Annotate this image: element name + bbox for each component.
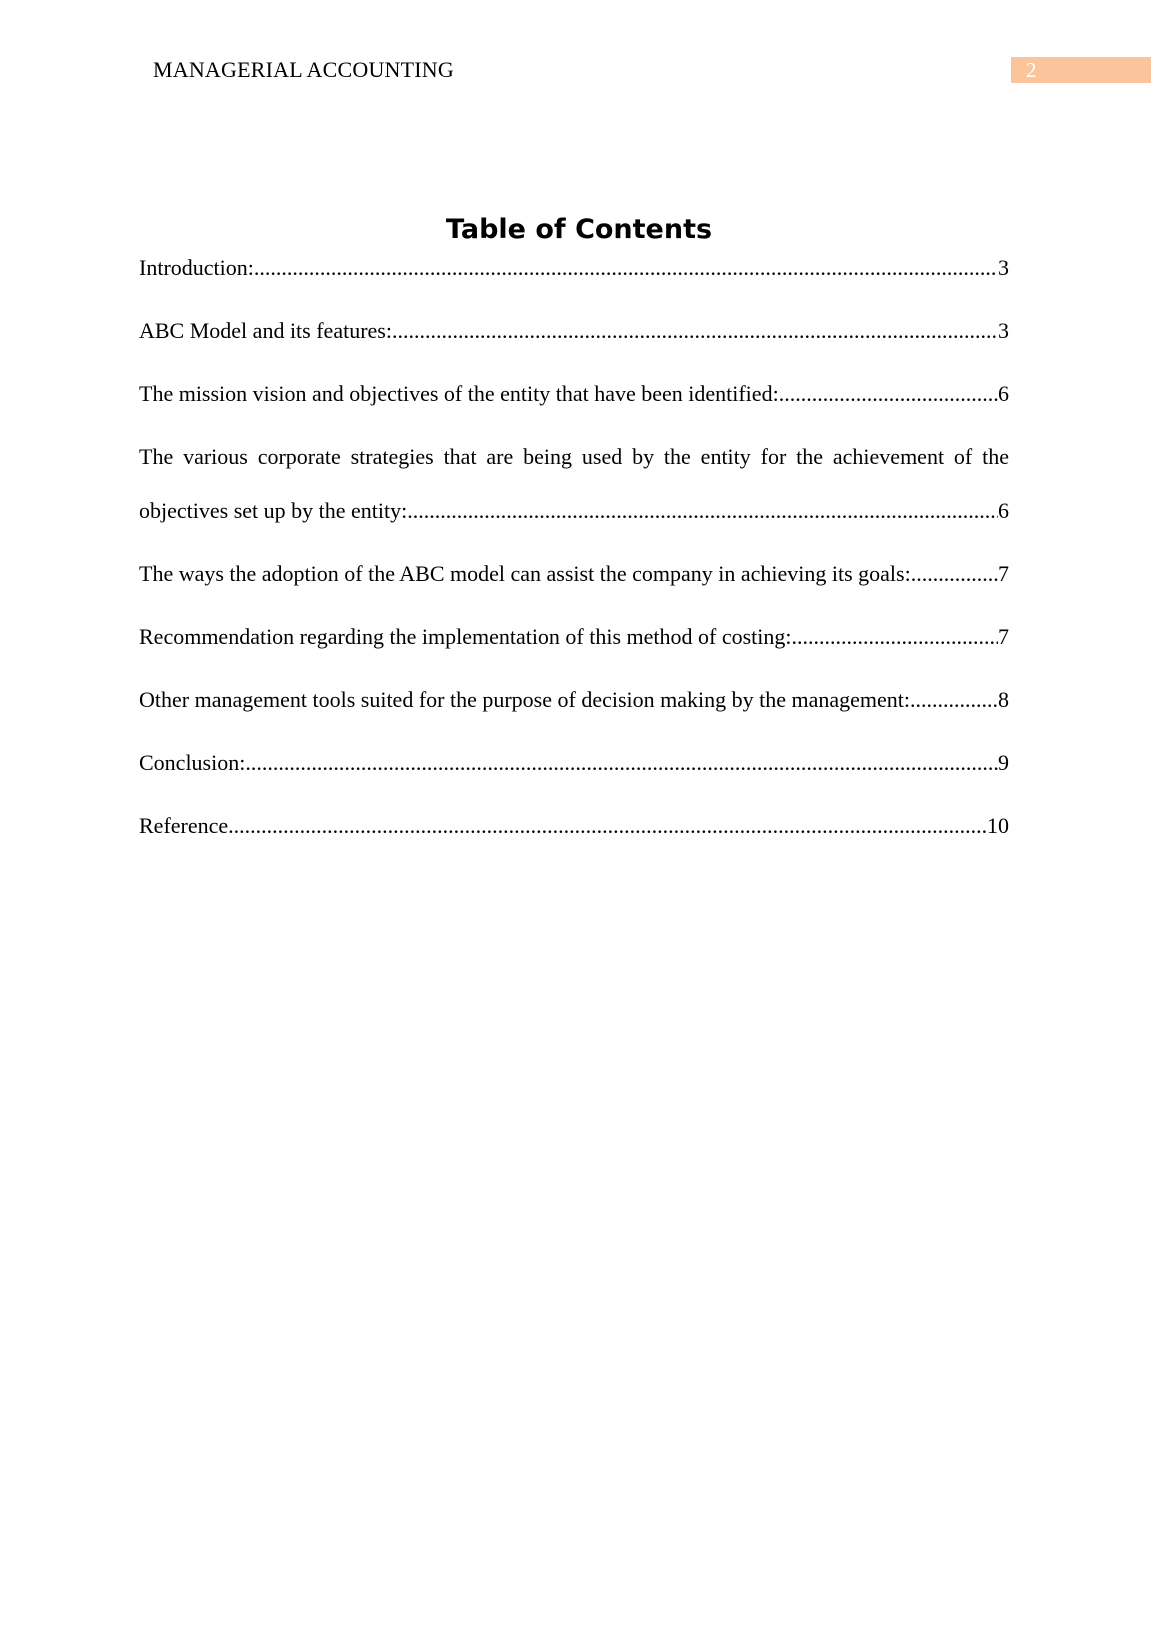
page-number: 2 bbox=[1026, 58, 1037, 82]
toc-dot-leader bbox=[245, 748, 998, 778]
toc-entry-introduction[interactable] bbox=[139, 253, 1009, 283]
toc-dot-leader bbox=[254, 253, 998, 283]
running-header-title: MANAGERIAL ACCOUNTING bbox=[153, 57, 454, 82]
toc-entry-text: The mission vision and objectives of the entity that have been identified: bbox=[139, 381, 779, 406]
toc-entry-page: 6 bbox=[998, 498, 1009, 523]
toc-entry-reference[interactable] bbox=[139, 811, 1009, 841]
toc-entry-text: Other management tools suited for the purpose of decision making by the management: bbox=[139, 687, 911, 712]
toc-entry-text: ABC Model and its features: bbox=[139, 318, 392, 343]
toc-entry-text-line1: The various corporate strategies that are being used by the entity for the achievement of the bbox=[139, 444, 1009, 469]
toc-entry-text: Introduction: bbox=[139, 255, 254, 280]
toc-dot-leader bbox=[911, 559, 998, 589]
toc-entry-text-line2: objectives set up by the entity: bbox=[139, 498, 408, 523]
toc-entry-text: The ways the adoption of the ABC model can assist the company in achieving its goals: bbox=[139, 561, 911, 586]
toc-entry-page: 3 bbox=[998, 255, 1009, 280]
toc-entry-text: Conclusion: bbox=[139, 750, 246, 775]
toc-dot-leader bbox=[792, 622, 998, 652]
toc-entry-conclusion[interactable] bbox=[139, 748, 1009, 778]
toc-dot-leader bbox=[228, 811, 987, 841]
toc-dot-leader bbox=[392, 316, 998, 346]
toc-entry-page: 8 bbox=[998, 687, 1009, 712]
toc-entry-page: 6 bbox=[998, 381, 1009, 406]
toc-entry-text: Recommendation regarding the implementation of this method of costing: bbox=[139, 624, 792, 649]
toc-entry-line2 bbox=[139, 496, 1009, 526]
page-number-box bbox=[1011, 57, 1151, 83]
toc-entry-management-tools[interactable] bbox=[139, 685, 1009, 715]
toc-entry-page: 7 bbox=[998, 561, 1009, 586]
toc-dot-leader bbox=[407, 496, 998, 526]
toc-entry-mission-vision[interactable] bbox=[139, 379, 1009, 409]
toc-entry-page: 7 bbox=[998, 624, 1009, 649]
toc-entry-page: 3 bbox=[998, 318, 1009, 343]
toc-entry-text: Reference bbox=[139, 813, 229, 838]
toc-entry-recommendation[interactable] bbox=[139, 622, 1009, 652]
toc-entry-abc-model[interactable] bbox=[139, 316, 1009, 346]
toc-dot-leader bbox=[910, 685, 998, 715]
toc-dot-leader bbox=[779, 379, 998, 409]
toc-entry-abc-adoption[interactable] bbox=[139, 559, 1009, 589]
toc-entry-page: 9 bbox=[998, 750, 1009, 775]
toc-title: Table of Contents bbox=[445, 214, 713, 245]
toc-entry-page: 10 bbox=[987, 813, 1009, 838]
